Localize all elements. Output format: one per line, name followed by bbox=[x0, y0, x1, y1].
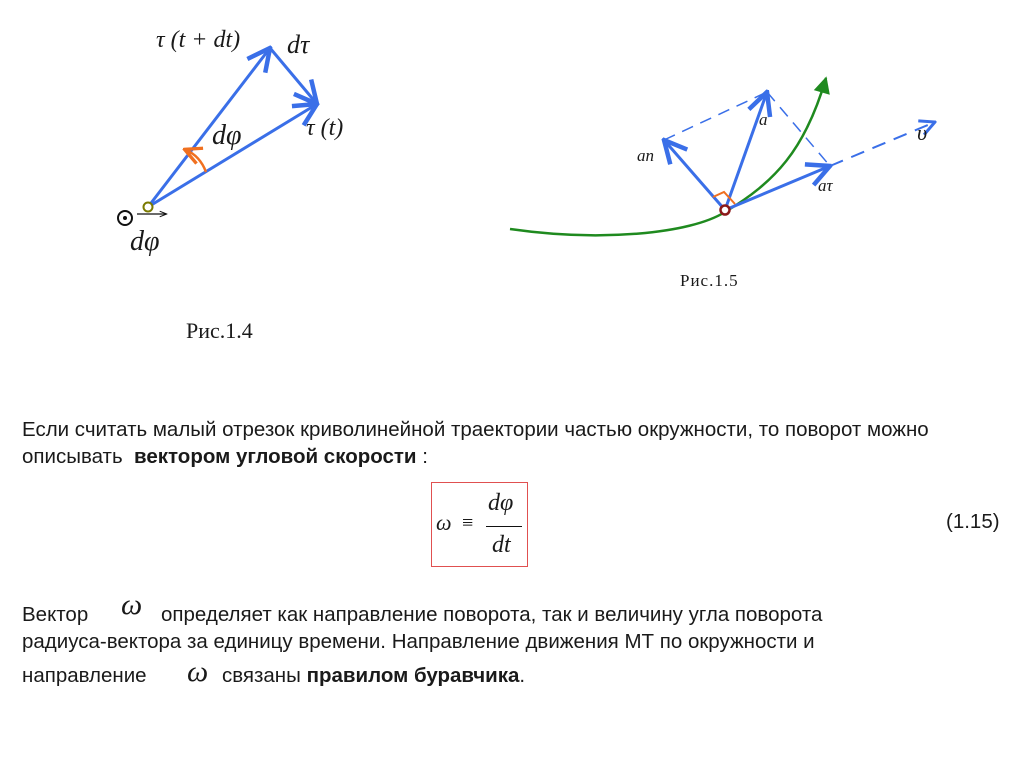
fraction-bar bbox=[486, 526, 522, 527]
tau-t-dt-vector bbox=[148, 48, 270, 207]
projection-dash-at bbox=[767, 92, 830, 166]
label-dphi-angle: dφ bbox=[212, 120, 242, 151]
formula-equiv: ≡ bbox=[462, 512, 474, 534]
paragraph2-line3-start: направление bbox=[22, 664, 147, 687]
formula-numerator: dφ bbox=[488, 490, 514, 516]
caption-fig-1-5: Рис.1.5 bbox=[680, 271, 739, 290]
label-dphi-vector: dφ bbox=[130, 226, 160, 257]
label-an: an bbox=[637, 146, 654, 165]
omega-symbol-2: ω bbox=[187, 655, 209, 688]
origin-point bbox=[144, 203, 153, 212]
paragraph-intro-end: : bbox=[416, 445, 428, 468]
paragraph-intro bbox=[22, 416, 1002, 470]
paragraph2-end: . bbox=[519, 664, 526, 687]
omega-symbol-1: ω bbox=[121, 588, 143, 621]
formula-lhs: ω bbox=[436, 510, 452, 535]
material-point bbox=[721, 206, 730, 215]
paragraph2-line1: определяет как направление поворота, так и величину угла поворота bbox=[161, 603, 823, 626]
label-tau-t: τ (t) bbox=[306, 115, 344, 141]
label-dtau: dτ bbox=[287, 30, 310, 59]
paragraph-intro-bold: вектором угловой скорости bbox=[134, 445, 417, 468]
label-v: υ bbox=[917, 120, 928, 145]
a-n-vector bbox=[664, 140, 725, 210]
equation-number: (1.15) bbox=[946, 510, 1000, 533]
paragraph2-line3 bbox=[222, 662, 525, 689]
paragraph2-word-vector: Вектор bbox=[22, 603, 89, 626]
caption-fig-1-4: Рис.1.4 bbox=[186, 318, 253, 343]
label-tau-t-plus-dt: τ (t + dt) bbox=[156, 27, 241, 53]
paragraph-intro-text: Если считать малый отрезок криволинейной траектории частью окружности, то поворот можно описывать bbox=[22, 418, 929, 468]
trajectory-curve bbox=[510, 78, 826, 235]
label-at: aτ bbox=[818, 176, 833, 195]
paragraph2-line2: радиуса-вектора за единицу времени. Направление движения МТ по окружности и bbox=[22, 630, 815, 653]
figure-1-5 bbox=[510, 78, 935, 235]
paragraph2-linked: связаны bbox=[222, 664, 301, 687]
formula-denominator: dt bbox=[492, 532, 511, 558]
paragraph2-bold: правилом буравчика bbox=[306, 664, 520, 687]
label-a: a bbox=[759, 110, 768, 129]
